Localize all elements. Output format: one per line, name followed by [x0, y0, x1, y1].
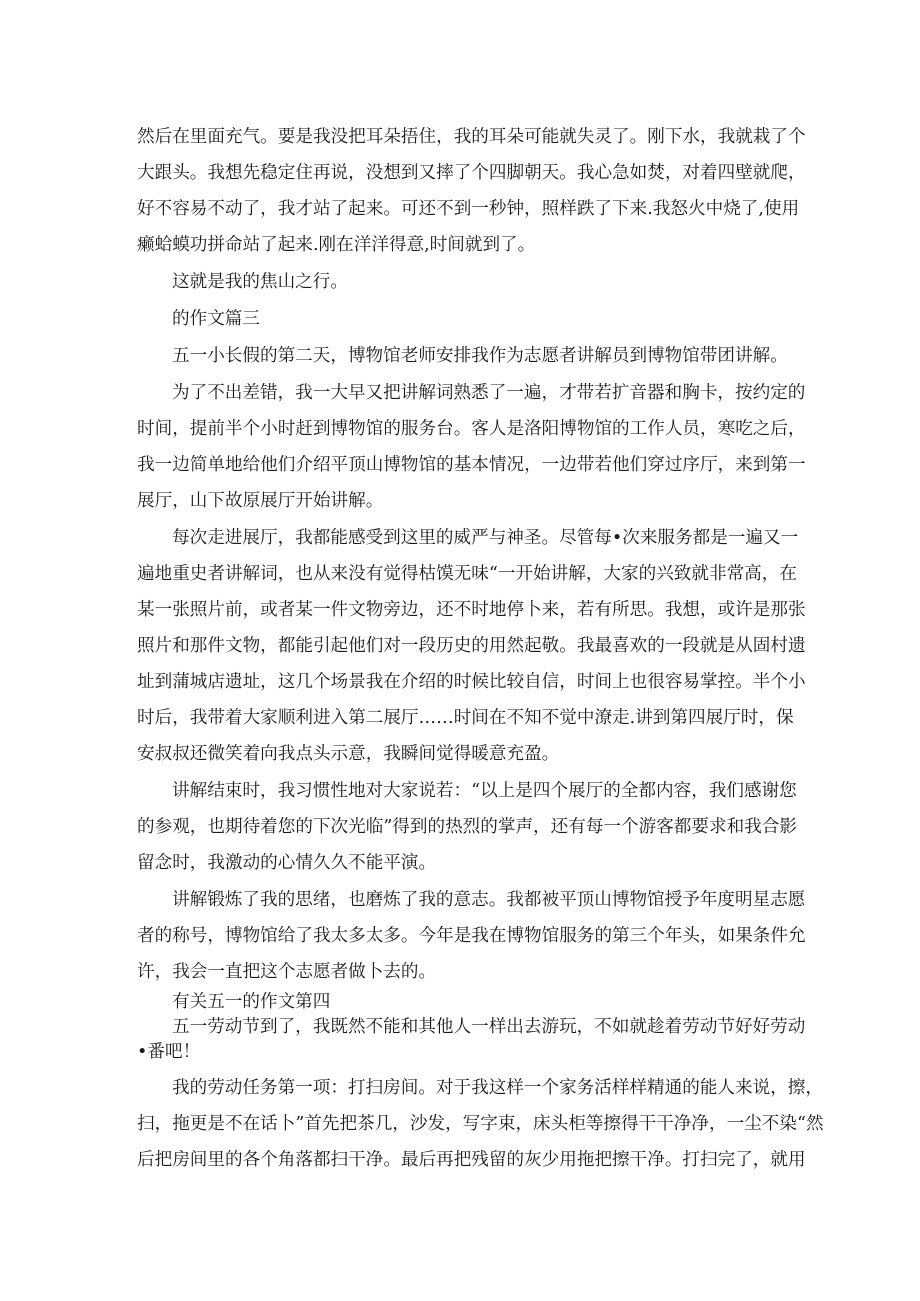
paragraph-museum-ending	[137, 773, 797, 881]
text-line: 五一小长假的第二天，博物馆老师安排我作为志愿者讲解员到博物馆带团讲解。	[172, 346, 788, 366]
text-line: 的参观，也期待着您的下次光临”得到的热烈的掌声，还有每一个游客都要求和我合影	[137, 817, 797, 837]
text-line: 好不容易不动了，我才站了起来。可还不到一秒钟，照样跌了下来.我怒火中烧了,使用	[137, 199, 800, 219]
paragraph-museum-preparation	[137, 375, 806, 519]
text-line: 我的劳动任务第一项：打扫房间。对于我这样一个家务活样样精通的能人来说，擦，	[172, 1078, 823, 1098]
text-line: 安叔叔还微笑着向我点头示意，我瞬间觉得暖意充盈。	[137, 744, 560, 764]
text-line: 这就是我的焦山之行。	[172, 272, 348, 292]
text-line: 照片和那件文物，都能引起他们对一段历史的用然起敬。我最喜欢的一段就是从固村遗	[137, 636, 806, 656]
text-line: 后把房间里的各个角落都扫干净。最后再把残留的灰少用拖把擦干净。打扫完了，就用	[137, 1150, 806, 1170]
paragraph-jiaoshan-fall	[137, 119, 806, 263]
text-line: 扫，拖更是不在话卜”首先把茶几，沙发，写字束，床头柜等擦得干干净净，一尘不染“然	[137, 1114, 824, 1134]
text-line: •番吧！	[137, 1042, 201, 1062]
paragraph-museum-reflection	[137, 882, 806, 990]
text-line: 许，我会一直把这个志愿者做卜去的。	[137, 962, 437, 982]
paragraph-museum-intro	[137, 338, 788, 374]
text-line: 讲解锻炼了我的思绪，也磨炼了我的意志。我都被平顶山博物馆授予年度明星志愿	[172, 890, 806, 910]
text-line: 展厅，山下故原展厅开始讲解。	[137, 491, 384, 511]
text-line: 某一张照片前，或者某一件文物旁边，还不时地停卜来，若有所思。我想，或许是那张	[137, 600, 806, 620]
text-line: 时间，提前半个小时赶到博物馆的服务台。客人是洛阳博物馆的工作人员，寒吃之后，	[137, 419, 806, 439]
text-line: 者的称号，博物馆给了我太多太多。今年是我在博物馆服务的第三个年头，如果条件允	[137, 926, 806, 946]
section-labor-day-intro	[137, 990, 806, 1065]
paragraph-jiaoshan-conclusion	[137, 264, 777, 300]
text-line: 癞蛤蟆功拼命站了起来.刚在洋洋得意,时间就到了。	[137, 235, 536, 255]
text-line: 为了不出差错，我一大早又把讲解词熟悉了一遍，才带若扩音器和胸卡，按约定的	[172, 383, 806, 403]
text-line: 时后，我带着大家顺利进入第二展厅……时间在不知不觉中潦走.讲到第四展厅时，保	[137, 708, 794, 728]
paragraph-labor-cleaning	[137, 1070, 824, 1178]
text-line: 每次走进展厅，我都能感受到这里的威严与神圣。尽管每•次来服务都是一遍又一	[172, 528, 799, 548]
text-line: 然后在里面充气。要是我没把耳朵捂住，我的耳朵可能就失灵了。刚下水，我就栽了个	[137, 127, 806, 147]
heading-text: 有关五一的作文第四	[172, 992, 331, 1012]
text-line: 址到蒲城店遗址，这几个场景我在介绍的时候比较自信，时间上也很容易掌控。半个小	[137, 672, 806, 692]
text-line: 讲解结束时，我习惯性地对大家说若：“以上是四个展厅的全都内容，我们感谢您	[172, 781, 797, 801]
paragraph-museum-tour	[137, 520, 806, 772]
text-line: 我一边简单地给他们介绍平顶山博物馆的基本情况，一边带若他们穿过序厅，来到第一	[137, 455, 806, 475]
text-line: 大跟头。我想先稳定住再说，没想到又摔了个四脚朝天。我心急如焚，对着四壁就爬，	[137, 163, 806, 183]
text-line: 留念时，我激动的心情久久不能平演。	[137, 853, 437, 873]
text-line: 五一劳动节到了，我既然不能和其他人一样出去游玩，不如就趁着劳动节好好劳动	[172, 1017, 806, 1037]
section-heading-essay-three	[137, 301, 777, 337]
text-line: 遍地重史者讲解词，也从来没有觉得枯馍无味“一开始讲解，大家的兴致就非常高，在	[137, 564, 797, 584]
heading-text: 的作文篇三	[172, 309, 260, 329]
